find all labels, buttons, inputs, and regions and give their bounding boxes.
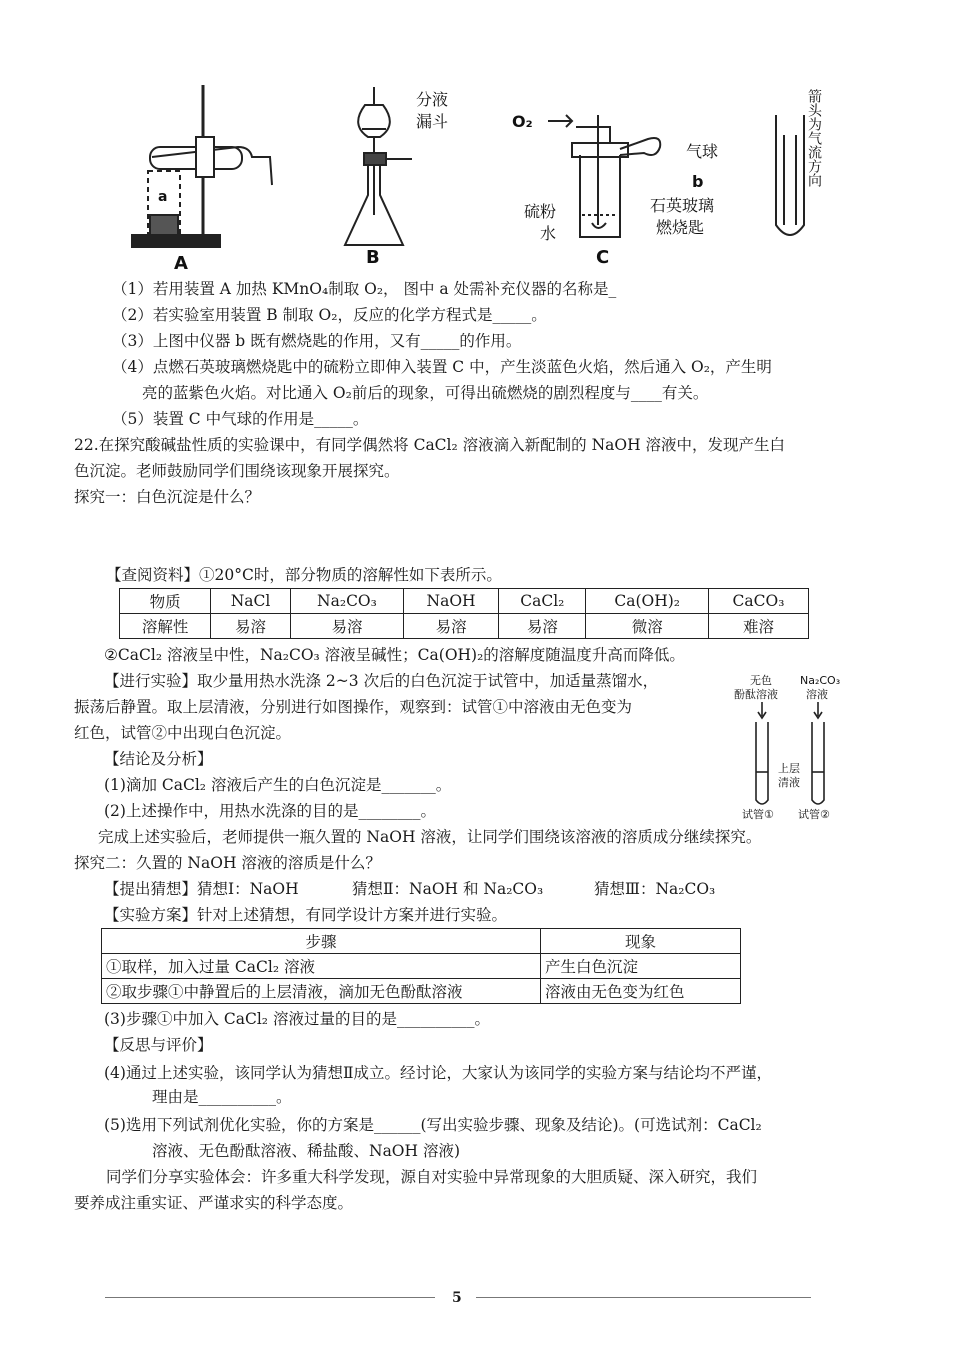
test-tube-figure (730, 672, 842, 822)
q21-item-4: （4）点燃石英玻璃燃烧匙中的硫粉立即伸入装置 C 中，产生淡蓝色火焰，然后通入 O₂，产生明 (112, 358, 772, 376)
q21-item-3: （3）上图中仪器 b 既有燃烧匙的作用，又有_____的作用。 (112, 332, 522, 350)
ending-1: 同学们分享实验体会：许多重大科学发现，源自对实验中异常现象的大胆质疑、深入研究，我们 (106, 1168, 758, 1186)
q21-item-2: （2）若实验室用装置 B 制取 O₂，反应的化学方程式是_____。 (112, 306, 547, 324)
table-cell: 易溶 (499, 614, 586, 639)
water-label: 水 (540, 224, 557, 243)
guess-1: 【提出猜想】猜想Ⅰ：NaOH (104, 880, 299, 898)
reference-2: ②CaCl₂ 溶液呈中性，Na₂CO₃ 溶液呈碱性；Ca(OH)₂的溶解度随温度升高而降低。 (104, 646, 685, 664)
tube-label-2: 酚酞溶液 (734, 688, 778, 701)
ending-2: 要养成注重实证、严谨求实的科学态度。 (74, 1194, 354, 1212)
plan-table (101, 928, 741, 1004)
conclusion-2: (2)上述操作中，用热水洗涤的目的是________。 (104, 802, 436, 820)
table-cell: 易溶 (211, 614, 291, 639)
tube-label-6: 清液 (778, 776, 800, 789)
label-a-lower: a (158, 189, 168, 205)
question-3: (3)步骤①中加入 CaCl₂ 溶液过量的目的是__________。 (104, 1010, 490, 1028)
table-cell: Na₂CO₃ (290, 589, 403, 614)
q22-intro-2: 色沉淀。老师鼓励同学们围绕该现象开展探究。 (74, 462, 400, 480)
q21-item-5: （5）装置 C 中气球的作用是_____。 (112, 410, 369, 428)
question-4-cont: 理由是__________。 (152, 1088, 292, 1106)
table-row (102, 954, 741, 979)
explore-2: 探究二：久置的 NaOH 溶液的溶质是什么？ (74, 854, 381, 872)
question-4: (4)通过上述实验，该同学认为猜想Ⅱ成立。经讨论，大家认为该同学的实验方案与结论均不严谨， (104, 1064, 772, 1082)
table-cell: ②取步骤①中静置后的上层清液，滴加无色酚酞溶液 (102, 979, 541, 1004)
apparatus-c (572, 115, 660, 237)
table-cell: CaCO₃ (708, 589, 808, 614)
q21-item-1: （1）若用装置 A 加热 KMnO₄制取 O₂， 图中 a 处需补充仪器的名称是_ (112, 280, 617, 298)
footer-rule-right (476, 1297, 811, 1298)
gas-flow-device (776, 115, 804, 235)
experiment-2: 振荡后静置。取上层清液，分别进行如图操作，观察到：试管①中溶液由无色变为 (74, 698, 633, 716)
guess-3: 猜想Ⅲ：Na₂CO₃ (594, 880, 716, 898)
label-b-lower: b (692, 172, 704, 191)
footer-rule-left (105, 1297, 435, 1298)
table-cell: 易溶 (290, 614, 403, 639)
experiment-1: 【进行实验】取少量用热水洗涤 2~3 次后的白色沉淀于试管中，加适量蒸馏水， (104, 672, 659, 690)
table-cell: 易溶 (403, 614, 498, 639)
table-cell: 步骤 (102, 929, 541, 954)
question-5-cont: 溶液、无色酚酞溶液、稀盐酸、NaOH 溶液) (152, 1142, 461, 1160)
explore-1: 探究一：白色沉淀是什么？ (74, 488, 261, 506)
apparatus-b (345, 87, 412, 245)
table-row (120, 589, 809, 614)
table-row (120, 614, 809, 639)
spoon-label-1: 石英玻璃 (650, 196, 715, 215)
sulfur-label: 硫粉 (524, 202, 557, 221)
table-cell: NaCl (211, 589, 291, 614)
balloon-label: 气球 (686, 142, 719, 161)
label-a-upper: A (174, 253, 188, 274)
page-number: 5 (452, 1290, 462, 1306)
reference-1: 【查阅资料】①20°C时，部分物质的溶解性如下表所示。 (106, 566, 502, 584)
label-o2: O₂ (512, 112, 533, 131)
table-row (102, 929, 741, 954)
table-cell: 产生白色沉淀 (541, 954, 741, 979)
apparatus-a (132, 85, 272, 247)
label-c: C (596, 247, 610, 268)
q22-intro-1: 22.在探究酸碱盐性质的实验课中，有同学偶然将 CaCl₂ 溶液滴入新配制的 NaOH 溶液中，发现产生白 (74, 436, 786, 454)
table-cell: 微溶 (586, 614, 709, 639)
q21-item-4-cont: 亮的蓝紫色火焰。对比通入 O₂前后的现象，可得出硫燃烧的剧烈程度与____有关。 (142, 384, 709, 402)
table-cell: CaCl₂ (499, 589, 586, 614)
table-cell: Ca(OH)₂ (586, 589, 709, 614)
label-b: B (366, 247, 380, 268)
reflect-heading: 【反思与评价】 (104, 1036, 213, 1054)
tube-label-4: 溶液 (806, 688, 828, 701)
funnel-label-2: 漏斗 (416, 112, 449, 131)
plan-heading: 【实验方案】针对上述猜想，有同学设计方案并进行实验。 (104, 906, 508, 924)
table-cell: 溶解性 (120, 614, 211, 639)
tube-label-5: 上层 (778, 762, 800, 775)
table-cell: 溶液由无色变为红色 (541, 979, 741, 1004)
tube-label-1: 无色 (750, 674, 772, 687)
experiment-3: 红色，试管②中出现白色沉淀。 (74, 724, 292, 742)
conclusion-heading: 【结论及分析】 (104, 750, 213, 768)
tube-label-3: Na₂CO₃ (800, 674, 841, 687)
tube-2-label: 试管② (798, 808, 830, 821)
table-cell: NaOH (403, 589, 498, 614)
solubility-table (119, 588, 809, 639)
apparatus-figure (100, 75, 860, 275)
tube-1-label: 试管① (742, 808, 774, 821)
table-row (102, 979, 741, 1004)
table-cell: 物质 (120, 589, 211, 614)
table-cell: 现象 (541, 929, 741, 954)
table-cell: 难溶 (708, 614, 808, 639)
question-5: (5)选用下列试剂优化实验，你的方案是______(写出实验步骤、现象及结论)。(可选试剂：CaCl₂ (104, 1116, 762, 1134)
spoon-label-2: 燃烧匙 (656, 218, 705, 237)
after-experiment: 完成上述实验后，老师提供一瓶久置的 NaOH 溶液，让同学们围绕该溶液的溶质成分继续探究。 (98, 828, 762, 846)
arrow-note: 箭头为气流方向 (806, 89, 822, 187)
guess-2: 猜想Ⅱ：NaOH 和 Na₂CO₃ (352, 880, 544, 898)
funnel-label-1: 分液 (416, 90, 449, 109)
conclusion-1: (1)滴加 CaCl₂ 溶液后产生的白色沉淀是_______。 (104, 776, 452, 794)
table-cell: ①取样，加入过量 CaCl₂ 溶液 (102, 954, 541, 979)
